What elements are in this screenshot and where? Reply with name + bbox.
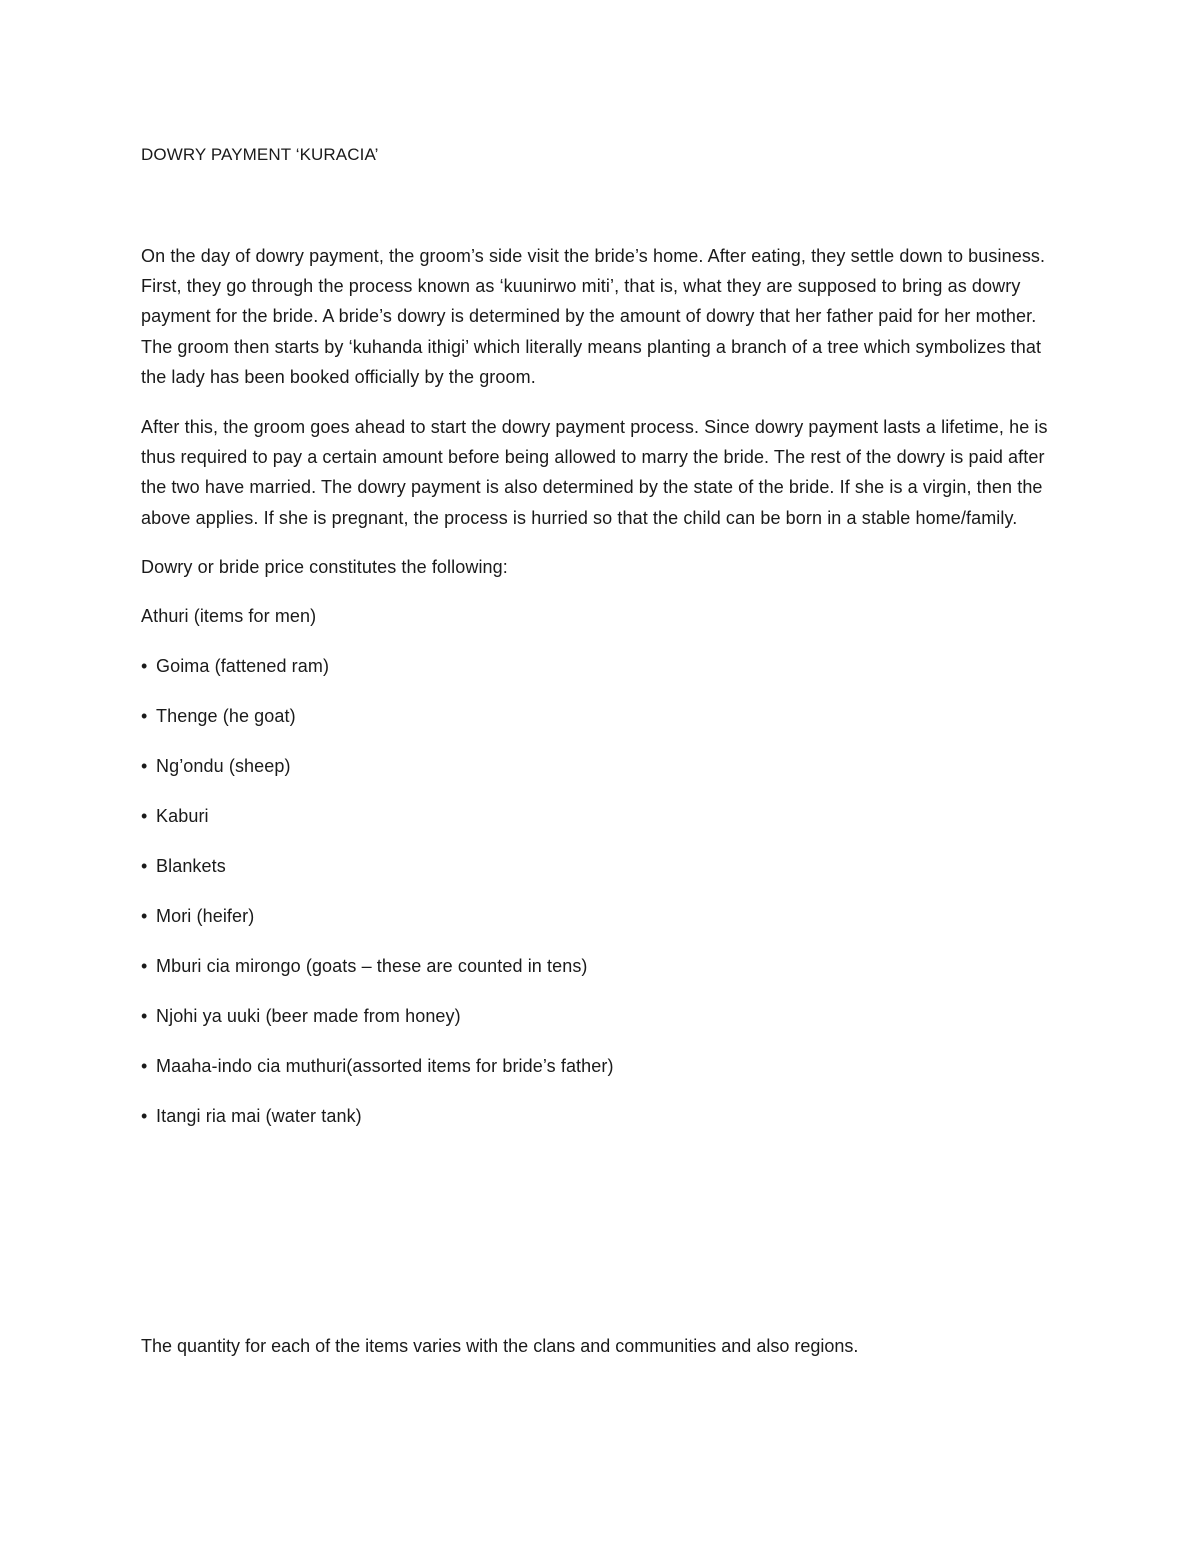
list-item-text: Maaha-indo cia muthuri(assorted items for bride’s father) bbox=[156, 1055, 614, 1076]
list-item bbox=[141, 1051, 1061, 1081]
bullet-icon: • bbox=[141, 855, 148, 876]
closing-paragraph: The quantity for each of the items varies with the clans and communities and also regions. bbox=[141, 1336, 859, 1356]
list-item-text: Goima (fattened ram) bbox=[156, 655, 330, 676]
bullet-icon: • bbox=[141, 1055, 148, 1076]
list-item bbox=[141, 951, 1061, 981]
bullet-icon: • bbox=[141, 755, 148, 776]
list-item-text: Itangi ria mai (water tank) bbox=[156, 1105, 362, 1126]
list-item-text: Blankets bbox=[156, 855, 226, 876]
bullet-icon: • bbox=[141, 705, 148, 726]
bullet-icon: • bbox=[141, 905, 148, 926]
list-item bbox=[141, 851, 1061, 881]
list-item-text: Kaburi bbox=[156, 805, 209, 826]
list-item bbox=[141, 1001, 1061, 1031]
list-item-text: Njohi ya uuki (beer made from honey) bbox=[156, 1005, 461, 1026]
dowry-items-list bbox=[141, 651, 1061, 1131]
bullet-icon: • bbox=[141, 1105, 148, 1126]
list-intro: Dowry or bride price constitutes the following: bbox=[141, 556, 508, 577]
bullet-icon: • bbox=[141, 805, 148, 826]
list-item bbox=[141, 651, 1061, 681]
list-item bbox=[141, 751, 1061, 781]
list-item-text: Ng’ondu (sheep) bbox=[156, 755, 291, 776]
document-body bbox=[141, 140, 1061, 1151]
list-heading: Athuri (items for men) bbox=[141, 605, 317, 626]
list-item bbox=[141, 701, 1061, 731]
paragraph-payment-process: After this, the groom goes ahead to start the dowry payment process. Since dowry payment lasts a lifetime, he is thus required to pay a certain amount before being allowed to marry the bride. The rest of the dowry is paid after the two have married. The dowry payment is also determined by the state of the bride. If she is a virgin, then the above applies. If she is pregnant, the process is hurried so that the child can be born in a stable home/family. bbox=[141, 417, 1048, 528]
bullet-icon: • bbox=[141, 1005, 148, 1026]
document-title: DOWRY PAYMENT ‘KURACIA’ bbox=[141, 145, 379, 164]
list-item bbox=[141, 801, 1061, 831]
list-item bbox=[141, 901, 1061, 931]
list-item bbox=[141, 1101, 1061, 1131]
list-item-text: Mburi cia mirongo (goats – these are counted in tens) bbox=[156, 955, 588, 976]
list-item-text: Mori (heifer) bbox=[156, 905, 255, 926]
list-item-text: Thenge (he goat) bbox=[156, 705, 296, 726]
bullet-icon: • bbox=[141, 955, 148, 976]
bullet-icon: • bbox=[141, 655, 148, 676]
paragraph-intro: On the day of dowry payment, the groom’s side visit the bride’s home. After eating, they settle down to business. First, they go through the process known as ‘kuunirwo miti’, that is, what they are supposed to bring as dowry payment for the bride. A bride’s dowry is determined by the amount of dowry that her father paid for her mother. The groom then starts by ‘kuhanda ithigi’ which literally means planting a branch of a tree which symbolizes that the lady has been booked officially by the groom. bbox=[141, 246, 1046, 387]
